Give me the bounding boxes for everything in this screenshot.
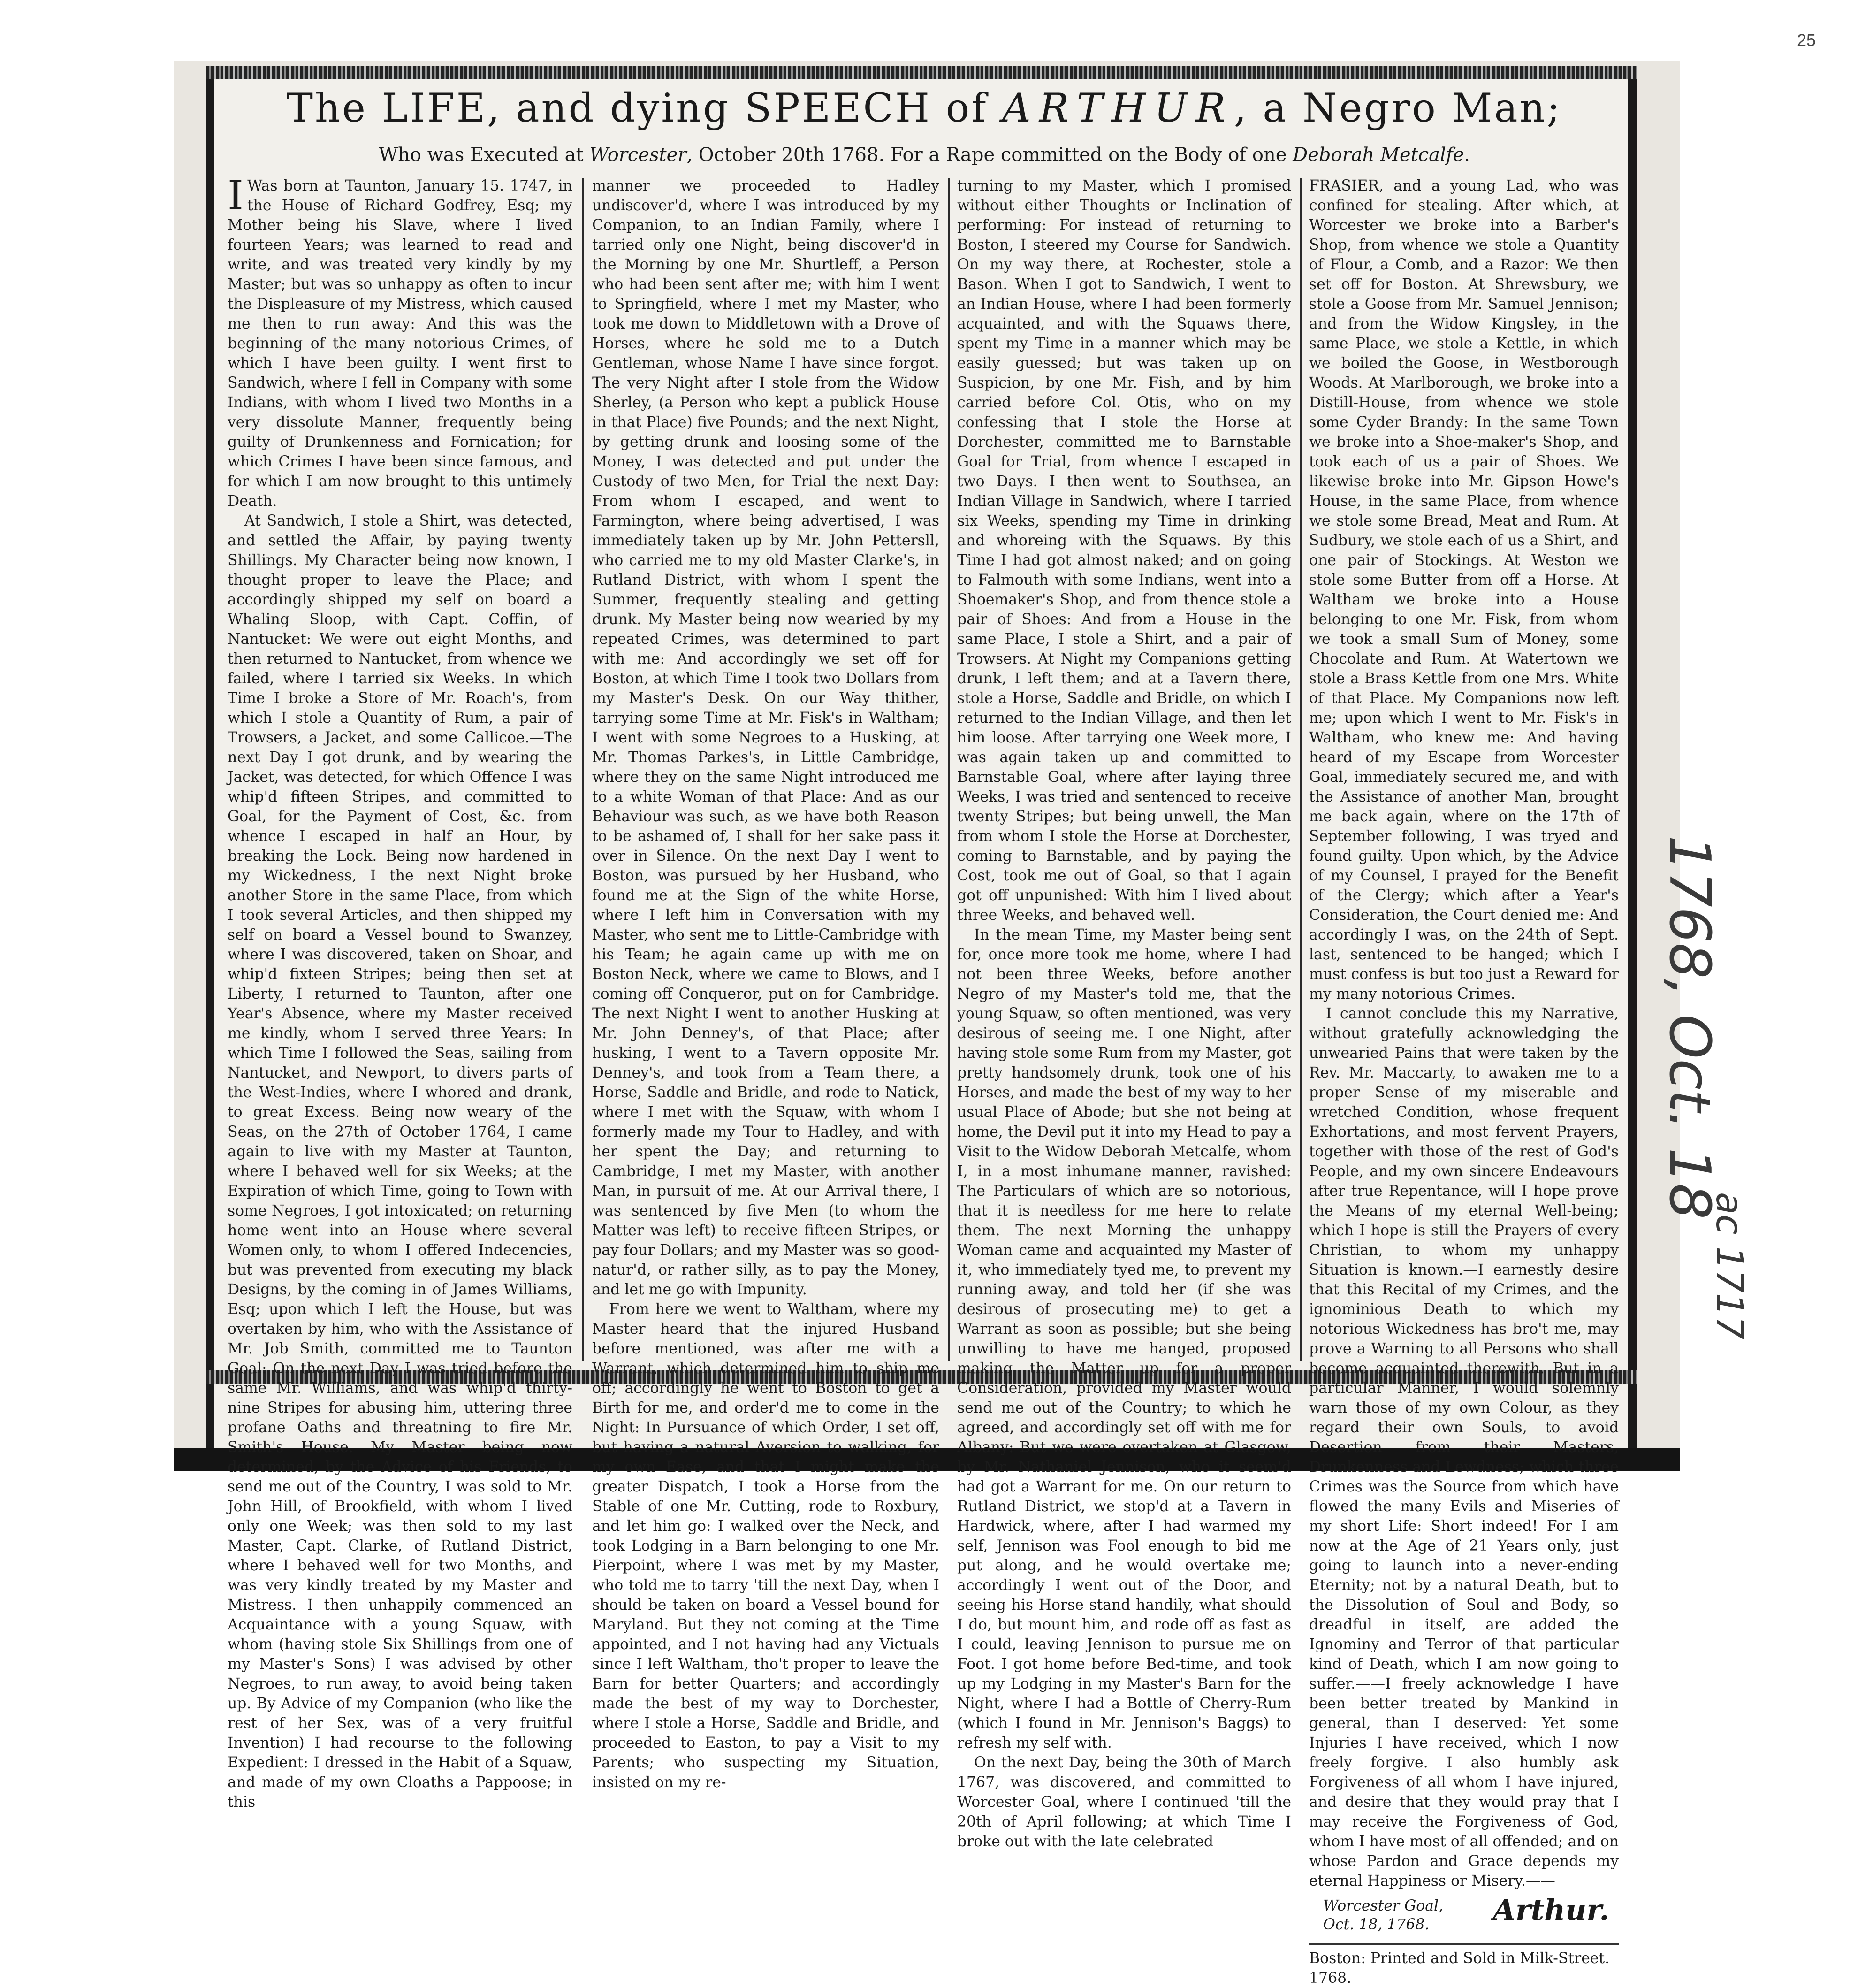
title-lead: The LIFE, and dying SPEECH of — [287, 85, 1003, 131]
title-name: ARTHUR — [1002, 85, 1234, 131]
printer-imprint: Boston: Printed and Sold in Milk-Street. 1768. — [1309, 1943, 1619, 1988]
paragraph: manner we proceeded to Hadley undiscover'd, where I was introduced by my Companion, to an Indian Family, where I tarried only one Night, being discover'd in the Morning by one Mr. Shurtleff, a Person who had been sent after me; with him I went to Springfield, where I met my Master, who took me down to Middletown with a Drove of Horses, where he sold me to a Dutch Gentleman, whose Name I have since forgot. The very Night after I stole from the Widow Sherley, (a Person who kept a publick House in that Place) five Pounds; and the next Night, by getting drunk and loosing some of the Money, I was detected and put under the Custody of two Men, for Trial the next Day: From whom I escaped, and went to Farmington, where being advertised, I was immediately taken up by Mr. John Pettersll, who carried me to my old Master Clarke's, in Rutland District, with whom I spent the Summer, frequently stealing and getting drunk. My Master being now wearied by my repeated Crimes, was determined to part with me: And accordingly we set off for Boston, at which Time I took two Dollars from my Master's Desk. On our Way thither, tarrying some Time at Mr. Fisk's in Waltham; I went with some Negroes to a Husking, at Mr. Thomas Parkes's, in Little Cambridge, where they on the same Night introduced me to a white Woman of that Place: And as our Behaviour was such, as we have both Reason to be ashamed of, I shall for her sake pass it over in Silence. On the next Day I went to Boston, was pursued by her Husband, who found me at the Sign of the white Horse, where I left him in Conversation with my Master, who sent me to Little-Cambridge with his Team; he again came up with me on Boston Neck, where we came to Blows, and I coming off Conqueror, put on for Cambridge. The next Night I went to another Husking at Mr. John Denney's, of that Place; after husking, I went to a Tavern opposite Mr. Denney's, and took from a Team there, a Horse, Saddle and Bridle, and rode to Natick, where I met with the Squaw, with whom I formerly made my Tour to Hadley, and with her spent the Day; and returning to Cambridge, I met my Master, with another Man, in pursuit of me. At our Arrival there, I was sentenced by five Men (to whom the Matter was left) to receive fifteen Stripes, or pay four Dollars; and my Master was so good-natur'd, or rather silly, as to pay the Money, and let me go with Impunity. — [592, 177, 939, 1298]
text-column-2 — [592, 176, 939, 1791]
paragraph: In the mean Time, my Master being sent for, once more took me home, where I had not been three Weeks, before another Negro of my Master's told me, that the young Squaw, so often mentioned, was very desirous of seeing me. I one Night, after having stole some Rum from my Master, got pretty handsomely drunk, took one of his Horses, and made the best of my way to her usual Place of Abode; but she not being at home, the Devil put it into my Head to pay a Visit to the Widow Deborah Metcalfe, whom I, in a most inhumane manner, ravished: The Particulars of which are so notorious, that it is needless for me here to relate them. The next Morning the unhappy Woman came and acquainted my Master of it, who immediately tyed me, to prevent my running away, and told her (if she was desirous of prosecuting me) to get a Warrant as soon as possible; but she being unwilling to have me hanged, proposed making the Matter up for a proper Consideration, provided my Master would send me out of the Country; to which he agreed, and accordingly set off with me for Albany: But we were overtaken at Glasgow, by Mr. Nathaniel Jennison, who it seem'd had got a Warrant for me. On our return to Rutland District, we stop'd at a Tavern in Hardwick, where, after I had warmed my self, Jennison was Fool enough to bid me put along, and he would overtake me; accordingly I went out of the Door, and seeing his Horse stand handily, what should I do, but mount him, and rode off as fast as I could, leaving Jennison to pursue me on Foot. I got home before Bed-time, and took up my Lodging in my Master's Barn for the Night, where I had a Bottle of Cherry-Rum (which I found in Mr. Jennison's Baggs) to refresh my self with. — [957, 926, 1291, 1751]
paragraph-text: Was born at Taunton, January 15. 1747, in the House of Richard Godfrey, Esq; my Mother being his Slave, where I lived fourteen Years; was learned to read and write, and was treated very kindly by my Master; but was so unhappy as often to incur the Displeasure of my Mistress, which caused me then to run away: And this was the beginning of the many notorious Crimes, of which I have been guilty. I went first to Sandwich, where I fell in Company with some Indians, with whom I lived two Months in a very dissolute Manner, frequently being guilty of Drunkenness and Fornication; for which Crimes I have been since famous, and for which I am now brought to this untimely Death. — [228, 177, 572, 510]
paragraph: From here we went to Waltham, where my Master heard that the injured Husband before mentioned, was after me with a Warrant, which determined him to ship me off; accordingly he went to Boston to get a Birth for me, and order'd me to come in the Night: In Pursuance of which Order, I set off, but having a natural Aversion to walking, for my own Ease, and that I might make the greater Dispatch, I took a Horse from the Stable of one Mr. Cutting, rode to Roxbury, and let him go: I walked over the Neck, and took Lodging in a Barn belonging to one Mr. Pierpoint, where I was met by my Master, who told me to tarry 'till the next Day, when I should be taken on board a Vessel bound for Maryland. But they not coming at the Time appointed, and I not having had any Victuals since I left Waltham, tho't proper to leave the Barn for better Quarters; and accordingly made the best of my way to Dorchester, where I stole a Horse, Saddle and Bridle, and proceeded to Easton, to pay a Visit to my Parents; who suspecting my Situation, insisted on my re- — [592, 1301, 939, 1791]
column-rule — [1300, 178, 1302, 1361]
paragraph: On the next Day, being the 30th of March 1767, was discovered, and committed to Worcester Goal, where I continued 'till the 20th of April following; at which Time I broke out with the late celebrated — [957, 1754, 1291, 1850]
paragraph: FRASIER, and a young Lad, who was confined for stealing. After which, at Worcester we broke into a Barber's Shop, from whence we stole a Quantity of Flour, a Comb, and a Razor: We then set off for Boston. At Shrewsbury, we stole a Goose from Mr. Samuel Jennison; and from the Widow Kingsley, in the same Place, we stole a Kettle, in which we boiled the Goose, in Westborough Woods. At Marlborough, we broke into a Distill-House, from whence we stole some Cyder Brandy: In the same Town we broke into a Shoe-maker's Shop, and took each of us a pair of Shoes. We likewise broke into Mr. Gipson Howe's House, in the same Place, from whence we stole some Bread, Meat and Rum. At Sudbury, we stole each of us a Shirt, and one pair of Stockings. At Weston we stole some Butter from off a Horse. At Waltham we broke into a House belonging to one Mr. Fisk, from whom we took a small Sum of Money, some Chocolate and Rum. At Watertown we stole a Brass Kettle from one Mrs. White of that Place. My Companions now left me; upon which I went to Mr. Fisk's in Waltham, who knew me: And having heard of my Escape from Worcester Goal, immediately secured me, and with the Assistance of another Man, brought me back again, where on the 17th of September following, I was tryed and found guilty. Upon which, by the Advice of my Counsel, I prayed for the Benefit of the Clergy; which after a Year's Consideration, the Court denied me: And accordingly I was, on the 24th of Sept. last, sentenced to be hanged; which I must confess is but too just a Reward for my many notorious Crimes. — [1309, 177, 1619, 1002]
text-column-1 — [228, 172, 572, 1811]
column-rule — [948, 178, 950, 1361]
paragraph: I cannot conclude this my Narrative, without gratefully acknowledging the unwearied Pains that were taken by the Rev. Mr. Maccarty, to awaken me to a proper Sense of my miserable and wretched Condition, whose frequent Exhortations, and most fervent Prayers, together with those of the rest of God's People, and my own sincere Endeavours after true Repentance, will I hope prove the Means of my eternal Well-being; which I hope is still the Prayers of every Christian, to whom my unhappy Situation is known.—I earnestly desire that this Recital of my Crimes, and the ignominious Death to which my notorious Wickedness has bro't me, may prove a Warning to all Persons who shall become acquainted therewith. But in a particular Manner, I would solemnly warn those of my own Colour, as they regard their own Souls, to avoid Desertion from their Masters, Drunkenness and Lewdness; which three Crimes was the Source from which have flowed the many Evils and Miseries of my short Life: Short indeed! For I am now at the Age of 21 Years only, just going to launch into a never-ending Eternity; not by a natural Death, but to the Dissolution of Soul and Body, so dreadful in itself, are added the Ignominy and Terror of that particular kind of Death, which I am now going to suffer.——I freely acknowledge I have been better treated by Mankind in general, than I deserved: Yet some Injuries I have received, which I now freely forgive. I also humbly ask Forgiveness of all whom I have injured, and desire that they would pray that I may receive the Forgiveness of God, whom I have most of all offended; and on whose Pardon and Grace depends my eternal Happiness or Misery.—— — [1309, 1005, 1619, 1889]
paragraph — [228, 172, 572, 511]
broadside-subtitle — [244, 141, 1605, 169]
dateline — [1323, 1896, 1443, 1934]
top-ornament-border — [206, 66, 1637, 79]
subtitle-part: . — [1464, 144, 1470, 166]
column-rule — [582, 178, 584, 1361]
subtitle-place: Worcester — [589, 144, 687, 166]
handwritten-date-annotation: 1768, Oct. 18 — [1657, 835, 1722, 1220]
drop-cap: I — [228, 172, 244, 219]
left-border-rule — [206, 66, 214, 1464]
subtitle-part: Who was Executed at — [379, 144, 590, 166]
subtitle-victim: Deborah Metcalfe — [1293, 144, 1464, 166]
dateline-place: Worcester Goal, — [1323, 1897, 1444, 1914]
broadside-title — [244, 82, 1605, 134]
right-border-rule — [1628, 66, 1637, 1464]
paragraph: turning to my Master, which I promised without either Thoughts or Inclination of performing: For instead of returning to Boston, I steered my Course for Sandwich. On my way there, at Rochester, stole a Bason. When I got to Sandwich, I went to an Indian House, where I had been formerly acquainted, and with the Squaws there, spent my Time in a manner which may be easily guessed; but was taken up on Suspicion, by one Mr. Fish, and by him carried before Col. Otis, who on my confessing that I stole the Horse at Dorchester, committed me to Barnstable Goal for Trial, from whence I escaped in two Days. I then went to Southsea, an Indian Village in Sandwich, where I tarried six Weeks, spending my Time in drinking and whoreing with the Squaws. By this Time I had got almost naked; and on going to Falmouth with some Indians, went into a Shoemaker's Shop, and from thence stole a pair of Shoes: And from a House in the same Place, I stole a Shirt, and a pair of Trowsers. At Night my Companions getting drunk, I left them; and at a Tavern there, stole a Horse, Saddle and Bridle, on which I returned to the Indian Village, and then let him loose. After tarrying one Week more, I was again taken up and committed to Barnstable Goal, where after laying three Weeks, I was tried and sentenced to receive twenty Stripes; but being unwell, the Man from whom I stole the Horse at Dorchester, coming to Barnstable, and by paying the Cost, took me out of Goal, so that I again got off unpunished: With him I lived about three Weeks, and behaved well. — [957, 177, 1291, 924]
text-column-3 — [957, 176, 1291, 1850]
paragraph: At Sandwich, I stole a Shirt, was detected, and settled the Affair, by paying twenty Shillings. My Character being now known, I thought proper to leave the Place; and accordingly shipped my self on board a Whaling Sloop, with Capt. Coffin, of Nantucket: We were out eight Months, and then returned to Nantucket, from whence we failed, where I tarried six Weeks. In which Time I broke a Store of Mr. Roach's, from which I stole a Quantity of Rum, a pair of Trowsers, a Jacket, and some Callicoe.—The next Day I got drunk, and by wearing the Jacket, was detected, for which Offence I was whip'd fifteen Stripes, and committed to Goal, for the Payment of Cost, &c. from whence I escaped in half an Hour, by breaking the Lock. Being now hardened in my Wickedness, I the next Night broke another Store in the same Place, from which I took several Articles, and then shipped my self on board a Vessel bound to Swanzey, where I was discovered, taken on Shoar, and whip'd fixteen Stripes; being then set at Liberty, I returned to Taunton, after one Year's Absence, where my Master received me kindly, whom I served three Years: In which Time I followed the Seas, sailing from Nantucket, and Newport, to divers parts of the West-Indies, where I whored and drank, to great Excess. Being now weary of the Seas, on the 27th of October 1764, I came again to live with my Master at Taunton, where I behaved well for six Weeks; at the Expiration of which Time, going to Town with some Negroes, I got intoxicated; on returning home went into an House where several Women only, to whom I offered Indecencies, but was prevented from executing my black Designs, by the coming in of James Williams, Esq; upon which I left the House, but was overtaken by him, who with the Assistance of Mr. Job Smith, committed me to Taunton Goal: On the next Day I was tried before the same Mr. Williams, and was whip'd thirty-nine Stripes for abusing him, uttering three profane Oaths and threatning to fire Mr. Smith's House. My Master being now determined, by the Advice of his Friends, to send me out of the Country, I was sold to Mr. John Hill, of Brookfield, with whom I lived only one Week; was then sold to my last Master, Capt. Clarke, of Rutland District, where I behaved well for two Months, and was very kindly treated by my Master and Mistress. I then unhappily commenced an Acquaintance with a young Squaw, with whom (having stole Six Shillings from one of my Master's Sons) I was advised by other Negroes, to run away, to avoid being taken up. By Advice of my Companion (who like the rest of her Sex, was of a very fruitful Invention) I had recourse to the following Expedient: I dressed in the Habit of a Squaw, and made of my own Cloaths a Pappoose; in this — [228, 512, 572, 1811]
text-column-4 — [1309, 176, 1619, 1987]
subtitle-part: , October 20th 1768. For a Rape committed on the Body of one — [686, 144, 1293, 166]
dateline-date: Oct. 18, 1768. — [1323, 1916, 1430, 1933]
signature: Arthur. — [1492, 1893, 1609, 1927]
page-number: 25 — [1797, 31, 1816, 50]
signature-block — [1309, 1893, 1619, 1936]
handwritten-catalog-annotation: ac 1717 — [1708, 1192, 1750, 1339]
title-tail: , a Negro Man; — [1233, 85, 1562, 131]
